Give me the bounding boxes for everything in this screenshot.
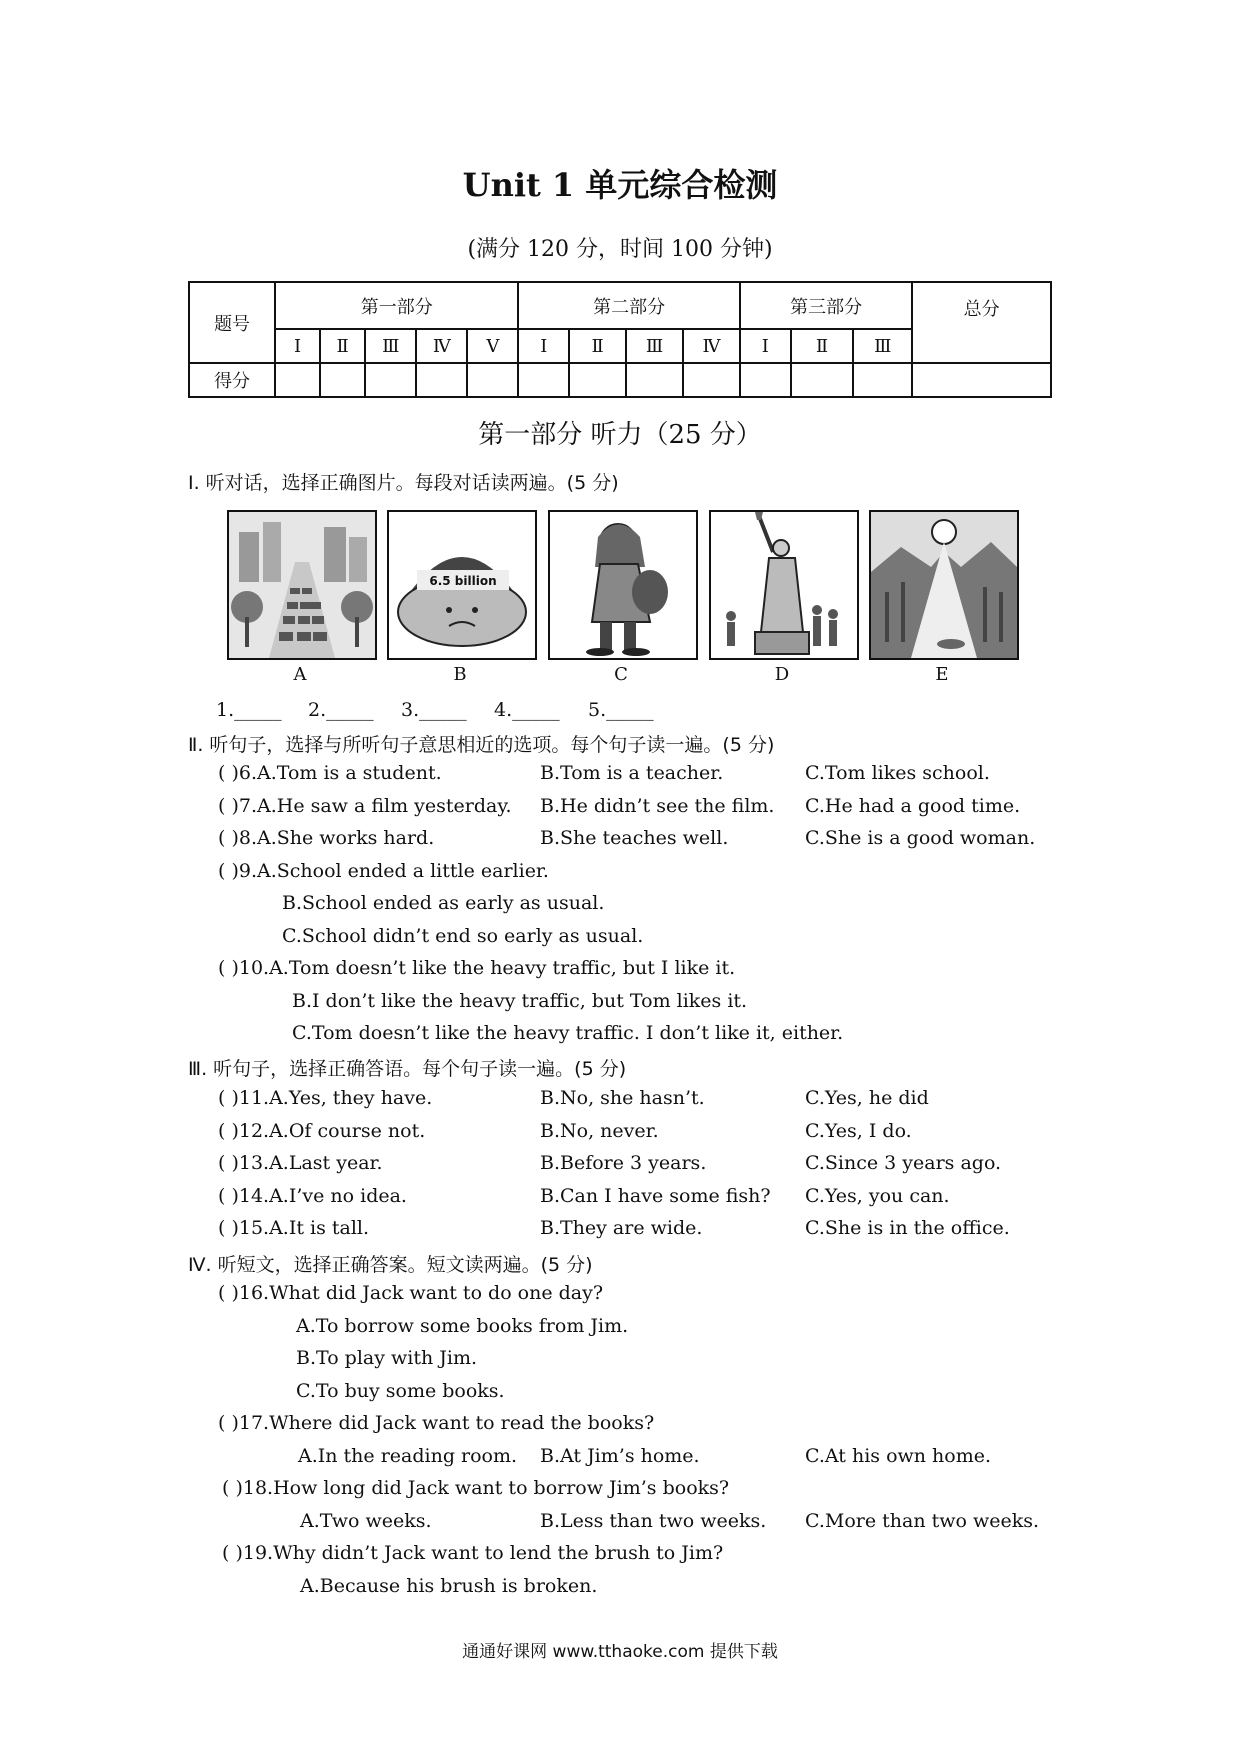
q9-option-b: B.School ended as early as usual. (282, 892, 605, 914)
score-cell[interactable] (626, 363, 683, 397)
answer-blank-5[interactable]: 5._____ (588, 699, 654, 721)
header-part1: 第一部分 (275, 282, 518, 329)
picture-label-a: A (293, 664, 307, 685)
q11-option-c: C.Yes, he did (805, 1087, 929, 1109)
col-p3-1: Ⅰ (740, 329, 791, 363)
score-cell[interactable] (320, 363, 365, 397)
picture-b-population (387, 510, 537, 660)
part1-header: Ⅰ. 听对话，选择正确图片。每段对话读两遍。(5 分) (188, 472, 619, 494)
picture-label-e: E (935, 664, 949, 685)
q13-stem: ( )13.A.Last year. (218, 1152, 383, 1174)
score-cell[interactable] (518, 363, 569, 397)
col-p2-3: Ⅲ (626, 329, 683, 363)
q9-stem: ( )9.A.School ended a little earlier. (218, 860, 549, 882)
q17-option-a: A.In the reading room. (298, 1445, 518, 1467)
q12-option-b: B.No, never. (540, 1120, 659, 1142)
q14-stem: ( )14.A.I’ve no idea. (218, 1185, 407, 1207)
q13-option-c: C.Since 3 years ago. (805, 1152, 1002, 1174)
answer-blank-4[interactable]: 4._____ (494, 699, 560, 721)
score-time-note: (满分 120 分，时间 100 分钟) (467, 237, 773, 262)
q7-option-c: C.He had a good time. (805, 795, 1021, 817)
score-cell[interactable] (467, 363, 518, 397)
picture-e-forest-sun (869, 510, 1019, 660)
score-cell[interactable] (791, 363, 854, 397)
q17-stem: ( )17.Where did Jack want to read the books? (218, 1412, 655, 1434)
population-caption: 6.5 billion (429, 574, 497, 588)
part3-header: Ⅲ. 听句子，选择正确答语。每个句子读一遍。(5 分) (188, 1058, 627, 1080)
col-p1-4: Ⅳ (416, 329, 467, 363)
q16-stem: ( )16.What did Jack want to do one day? (218, 1282, 604, 1304)
picture-label-d: D (774, 664, 790, 685)
q15-option-b: B.They are wide. (540, 1217, 703, 1239)
q16-option-c: C.To buy some books. (296, 1380, 505, 1402)
header-total: 总分 (912, 282, 1051, 363)
q18-stem: ( )18.How long did Jack want to borrow Jim’s books? (222, 1477, 730, 1499)
score-cell[interactable] (683, 363, 740, 397)
col-p1-5: Ⅴ (467, 329, 518, 363)
col-p3-3: Ⅲ (853, 329, 912, 363)
q10-stem: ( )10.A.Tom doesn’t like the heavy traffic, but I like it. (218, 957, 736, 979)
label-question-number: 题号 (189, 282, 275, 363)
col-p1-1: Ⅰ (275, 329, 320, 363)
answer-blank-2[interactable]: 2._____ (308, 699, 374, 721)
part4-header: Ⅳ. 听短文，选择正确答案。短文读两遍。(5 分) (188, 1254, 593, 1276)
section1-heading: 第一部分 听力（25 分） (478, 420, 762, 450)
picture-label-b: B (453, 664, 467, 685)
answer-blank-3[interactable]: 3._____ (401, 699, 467, 721)
q15-stem: ( )15.A.It is tall. (218, 1217, 370, 1239)
q6-stem: ( )6.A.Tom is a student. (218, 762, 442, 784)
q18-option-a: A.Two weeks. (300, 1510, 432, 1532)
q7-option-b: B.He didn’t see the film. (540, 795, 775, 817)
score-cell[interactable] (365, 363, 416, 397)
answer-blank-1[interactable]: 1._____ (216, 699, 282, 721)
q11-option-b: B.No, she hasn’t. (540, 1087, 705, 1109)
q8-option-c: C.She is a good woman. (805, 827, 1036, 849)
q17-option-c: C.At his own home. (805, 1445, 992, 1467)
score-cell[interactable] (275, 363, 320, 397)
q19-option-a: A.Because his brush is broken. (300, 1575, 598, 1597)
col-p2-2: Ⅱ (569, 329, 626, 363)
q15-option-c: C.She is in the office. (805, 1217, 1010, 1239)
q8-stem: ( )8.A.She works hard. (218, 827, 435, 849)
q17-option-b: B.At Jim’s home. (540, 1445, 700, 1467)
q10-option-c: C.Tom doesn’t like the heavy traffic. I don’t like it, either. (292, 1022, 844, 1044)
picture-a-traffic (227, 510, 377, 660)
q19-stem: ( )19.Why didn’t Jack want to lend the brush to Jim? (222, 1542, 724, 1564)
col-p3-2: Ⅱ (791, 329, 854, 363)
picture-c-old-woman (548, 510, 698, 660)
footer-credit: 通通好课网 www.tthaoke.com 提供下载 (462, 1642, 778, 1662)
total-score-cell[interactable] (912, 363, 1051, 397)
q7-stem: ( )7.A.He saw a film yesterday. (218, 795, 512, 817)
q10-option-b: B.I don’t like the heavy traffic, but Tom likes it. (292, 990, 748, 1012)
part2-header: Ⅱ. 听句子，选择与所听句子意思相近的选项。每个句子读一遍。(5 分) (188, 734, 775, 756)
score-cell[interactable] (740, 363, 791, 397)
score-cell[interactable] (569, 363, 626, 397)
score-cell[interactable] (416, 363, 467, 397)
score-table (188, 281, 1052, 398)
q6-option-c: C.Tom likes school. (805, 762, 990, 784)
col-p2-1: Ⅰ (518, 329, 569, 363)
q14-option-c: C.Yes, you can. (805, 1185, 950, 1207)
q16-option-b: B.To play with Jim. (296, 1347, 478, 1369)
col-p1-3: Ⅲ (365, 329, 416, 363)
q12-stem: ( )12.A.Of course not. (218, 1120, 426, 1142)
q11-stem: ( )11.A.Yes, they have. (218, 1087, 433, 1109)
q18-option-c: C.More than two weeks. (805, 1510, 1040, 1532)
q14-option-b: B.Can I have some fish? (540, 1185, 771, 1207)
page-title: Unit 1 单元综合检测 (462, 166, 778, 204)
q12-option-c: C.Yes, I do. (805, 1120, 912, 1142)
col-p2-4: Ⅳ (683, 329, 740, 363)
q8-option-b: B.She teaches well. (540, 827, 729, 849)
label-score: 得分 (189, 363, 275, 397)
q18-option-b: B.Less than two weeks. (540, 1510, 767, 1532)
picture-label-c: C (614, 664, 628, 685)
q9-option-c: C.School didn’t end so early as usual. (282, 925, 644, 947)
header-part3: 第三部分 (740, 282, 912, 329)
q13-option-b: B.Before 3 years. (540, 1152, 707, 1174)
picture-d-statue-of-liberty (709, 510, 859, 660)
q6-option-b: B.Tom is a teacher. (540, 762, 724, 784)
score-cell[interactable] (853, 363, 912, 397)
header-part2: 第二部分 (518, 282, 740, 329)
col-p1-2: Ⅱ (320, 329, 365, 363)
q16-option-a: A.To borrow some books from Jim. (296, 1315, 629, 1337)
